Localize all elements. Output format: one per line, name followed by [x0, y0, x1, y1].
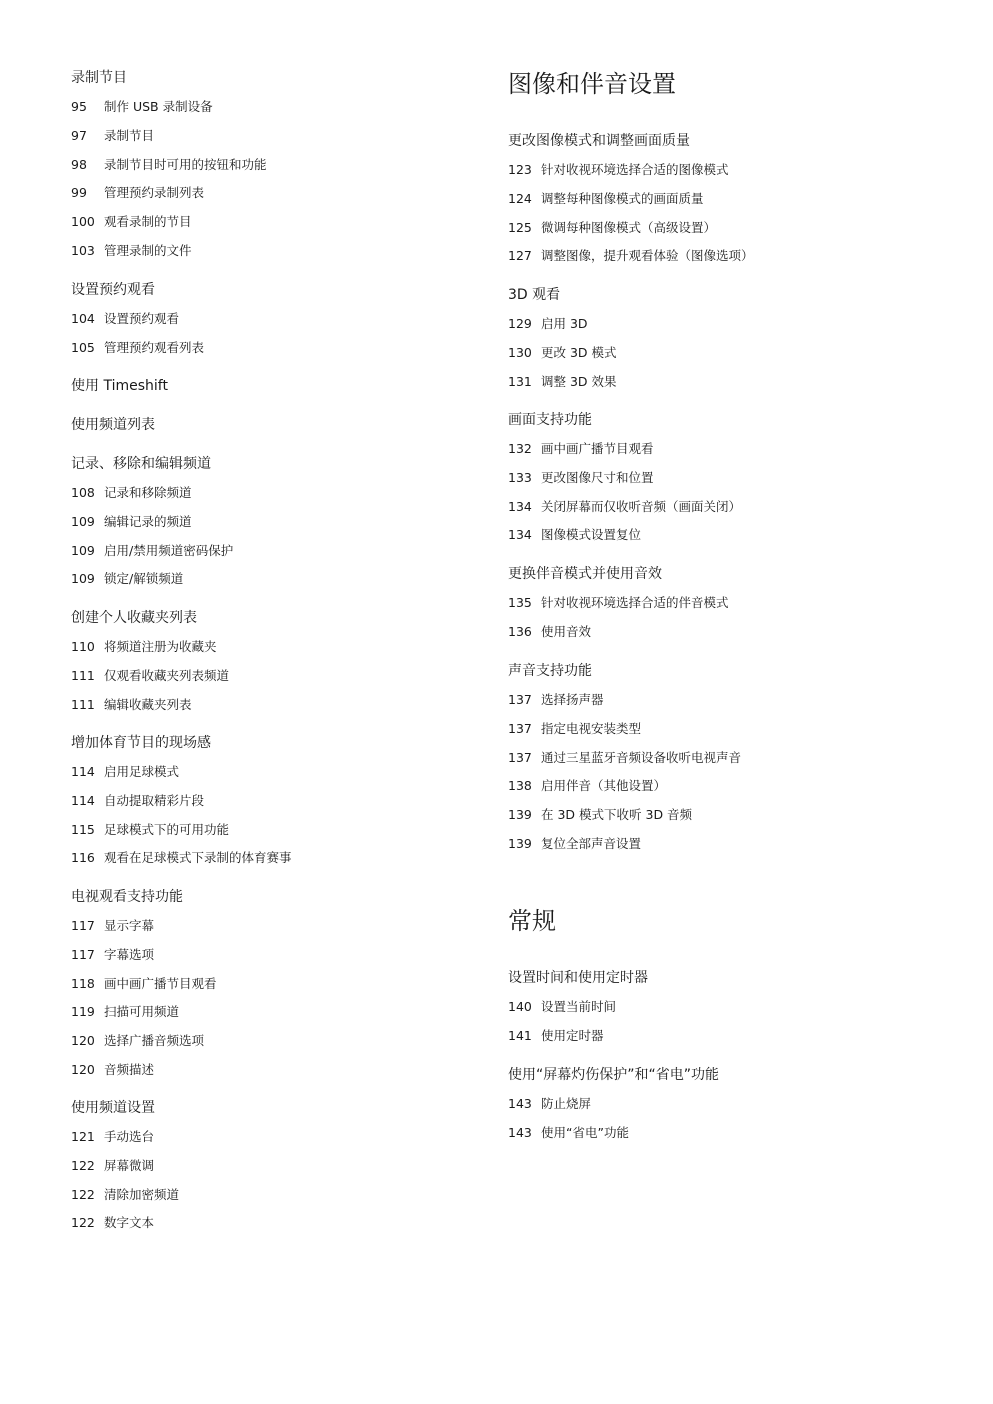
- entry-title: 微调每种图像模式（高级设置）: [541, 219, 717, 235]
- toc-entry[interactable]: [508, 499, 741, 515]
- toc-entry[interactable]: [71, 340, 204, 356]
- page-number: 97: [71, 127, 87, 143]
- entry-title: 启用 3D: [541, 316, 588, 331]
- toc-entry[interactable]: [508, 778, 666, 794]
- page-number: 134: [508, 498, 532, 514]
- entry-title: 制作 USB 录制设备: [104, 99, 213, 114]
- entry-title: 观看在足球模式下录制的体育赛事: [104, 850, 292, 866]
- page-number: 117: [71, 946, 95, 962]
- entry-title: 屏幕微调: [104, 1157, 155, 1173]
- section-title[interactable]: 设置预约观看: [71, 282, 155, 298]
- entry-title: 显示字幕: [104, 918, 155, 933]
- entry-title: 编辑记录的频道: [104, 513, 192, 529]
- toc-entry[interactable]: [71, 793, 204, 809]
- page-number: 108: [71, 485, 95, 500]
- toc-entry[interactable]: [508, 470, 654, 486]
- toc-entry[interactable]: [71, 243, 192, 259]
- page-number: 124: [508, 190, 532, 206]
- section-title[interactable]: 更换伴音模式并使用音效: [508, 566, 662, 582]
- toc-entry[interactable]: [71, 214, 192, 230]
- entry-title: 启用足球模式: [104, 764, 180, 779]
- toc-entry[interactable]: [71, 850, 292, 866]
- section-title[interactable]: 使用频道列表: [71, 417, 155, 433]
- toc-entry[interactable]: [71, 1033, 204, 1049]
- entry-title: 扫描可用频道: [104, 1004, 180, 1020]
- page-number: 123: [508, 162, 532, 177]
- entry-title: 启用伴音（其他设置）: [541, 778, 667, 794]
- page-number: 138: [508, 778, 532, 794]
- toc-entry[interactable]: [508, 191, 704, 207]
- page-number: 136: [508, 623, 532, 639]
- toc-entry[interactable]: [71, 185, 204, 201]
- entry-title: 清除加密频道: [104, 1186, 180, 1202]
- page-number: 104: [71, 311, 95, 326]
- page-number: 137: [508, 720, 532, 736]
- section-title[interactable]: 增加体育节目的现场感: [71, 735, 211, 751]
- entry-title: 关闭屏幕而仅收听音频（画面关闭）: [541, 498, 742, 514]
- toc-entry[interactable]: [71, 157, 267, 173]
- toc-entry[interactable]: [508, 836, 641, 852]
- section-title[interactable]: 使用频道设置: [71, 1100, 155, 1116]
- toc-entry[interactable]: [71, 514, 192, 530]
- entry-title: 启用/禁用频道密码保护: [104, 542, 234, 558]
- section-title[interactable]: 记录、移除和编辑频道: [71, 456, 211, 472]
- entry-title: 记录和移除频道: [104, 485, 192, 500]
- entry-title: 复位全部声音设置: [541, 836, 642, 851]
- toc-entry[interactable]: [508, 807, 692, 823]
- page-number: 127: [508, 248, 532, 264]
- page-number: 114: [71, 764, 95, 779]
- entry-title: 录制节目: [104, 127, 155, 143]
- toc-entry[interactable]: [71, 1215, 154, 1231]
- entry-title: 字幕选项: [104, 946, 155, 962]
- page-number: 132: [508, 441, 532, 456]
- page-number: 120: [71, 1033, 95, 1049]
- entry-title: 自动提取精彩片段: [104, 792, 205, 808]
- entry-title: 使用“省电”功能: [541, 1124, 629, 1140]
- section-title[interactable]: 3D 观看: [508, 287, 561, 303]
- entry-title: 调整 3D 效果: [541, 373, 617, 389]
- page-number: 141: [508, 1027, 532, 1043]
- entry-title: 锁定/解锁频道: [104, 571, 184, 587]
- page-number: 114: [71, 792, 95, 808]
- section-title[interactable]: 使用“屏幕灼伤保护”和“省电”功能: [508, 1067, 720, 1083]
- section-title[interactable]: 设置时间和使用定时器: [508, 970, 648, 986]
- section-title[interactable]: 录制节目: [71, 70, 127, 86]
- page-number: 103: [71, 243, 95, 258]
- page-number: 110: [71, 639, 95, 654]
- page-number: 143: [508, 1096, 532, 1111]
- toc-entry[interactable]: [508, 624, 591, 640]
- toc-entry[interactable]: [508, 750, 741, 766]
- toc-entry[interactable]: [71, 485, 192, 501]
- toc-entry[interactable]: [508, 595, 729, 611]
- toc-entry[interactable]: [71, 571, 183, 587]
- entry-title: 画中画广播节目观看: [104, 975, 217, 991]
- entry-title: 图像模式设置复位: [541, 527, 642, 543]
- toc-entry[interactable]: [508, 316, 588, 332]
- page-number: 117: [71, 918, 95, 933]
- toc-entry[interactable]: [71, 1129, 154, 1145]
- section-title[interactable]: 使用 Timeshift: [71, 378, 168, 394]
- entry-title: 画中画广播节目观看: [541, 441, 654, 456]
- toc-entry[interactable]: [71, 543, 233, 559]
- entry-title: 调整每种图像模式的画面质量: [541, 190, 704, 206]
- toc-entry[interactable]: [508, 162, 729, 178]
- page-number: 131: [508, 373, 532, 389]
- toc-entry[interactable]: [508, 220, 716, 236]
- entry-title: 设置预约观看: [104, 311, 180, 326]
- page-number: 111: [71, 667, 95, 683]
- page-number: 109: [71, 571, 95, 587]
- toc-entry[interactable]: [508, 527, 641, 543]
- page-number: 105: [71, 339, 95, 355]
- page-number: 133: [508, 469, 532, 485]
- toc-entry[interactable]: [71, 764, 179, 780]
- page-number: 125: [508, 219, 532, 235]
- toc-entry[interactable]: [508, 248, 754, 264]
- page-number: 119: [71, 1004, 95, 1020]
- toc-entry[interactable]: [508, 345, 617, 361]
- toc-entry[interactable]: [71, 1062, 154, 1078]
- page-number: 100: [71, 214, 95, 230]
- page-number: 140: [508, 999, 532, 1014]
- entry-title: 使用定时器: [541, 1027, 604, 1043]
- entry-title: 手动选台: [104, 1129, 155, 1144]
- entry-title: 管理录制的文件: [104, 243, 192, 258]
- page-number: 139: [508, 807, 532, 823]
- page-number: 116: [71, 850, 95, 866]
- entry-title: 使用音效: [541, 623, 592, 639]
- page-number: 143: [508, 1124, 532, 1140]
- toc-entry[interactable]: [71, 639, 217, 655]
- entry-title: 针对收视环境选择合适的伴音模式: [541, 595, 729, 610]
- entry-title: 录制节目时可用的按钮和功能: [104, 156, 267, 172]
- toc-entry[interactable]: [71, 128, 154, 144]
- toc-entry[interactable]: [71, 1187, 179, 1203]
- toc-entry[interactable]: [508, 721, 641, 737]
- toc-entry[interactable]: [71, 668, 229, 684]
- section-title[interactable]: 创建个人收藏夹列表: [71, 610, 197, 626]
- toc-entry[interactable]: [508, 1096, 591, 1112]
- page-number: 98: [71, 156, 87, 172]
- page-number: 118: [71, 975, 95, 991]
- entry-title: 观看录制的节目: [104, 214, 192, 230]
- entry-title: 在 3D 模式下收听 3D 音频: [541, 807, 693, 823]
- toc-entry[interactable]: [508, 999, 616, 1015]
- toc-entry[interactable]: [508, 441, 654, 457]
- section-title[interactable]: 声音支持功能: [508, 663, 592, 679]
- entry-title: 指定电视安装类型: [541, 720, 642, 736]
- toc-entry[interactable]: [71, 822, 229, 838]
- entry-title: 更改 3D 模式: [541, 344, 617, 360]
- entry-title: 选择广播音频选项: [104, 1033, 205, 1049]
- toc-entry[interactable]: [71, 918, 154, 934]
- page-number: 122: [71, 1186, 95, 1202]
- entry-title: 管理预约观看列表: [104, 339, 205, 355]
- toc-entry[interactable]: [71, 311, 179, 327]
- page-number: 95: [71, 99, 87, 114]
- entry-title: 将频道注册为收藏夹: [104, 639, 217, 654]
- section-title[interactable]: 画面支持功能: [508, 412, 592, 428]
- entry-title: 更改图像尺寸和位置: [541, 469, 654, 485]
- entry-title: 足球模式下的可用功能: [104, 821, 230, 837]
- page-number: 137: [508, 692, 532, 707]
- entry-title: 编辑收藏夹列表: [104, 696, 192, 712]
- section-title[interactable]: 电视观看支持功能: [71, 889, 183, 905]
- page-number: 122: [71, 1157, 95, 1173]
- page-number: 111: [71, 696, 95, 712]
- page-number: 122: [71, 1215, 95, 1231]
- entry-title: 数字文本: [104, 1215, 155, 1231]
- toc-entry[interactable]: [71, 697, 192, 713]
- page-number: 120: [71, 1062, 95, 1077]
- page-number: 137: [508, 749, 532, 765]
- entry-title: 音频描述: [104, 1062, 155, 1077]
- entry-title: 针对收视环境选择合适的图像模式: [541, 162, 729, 177]
- toc-entry[interactable]: [508, 1028, 604, 1044]
- page-number: 99: [71, 185, 87, 201]
- page-number: 139: [508, 836, 532, 851]
- entry-title: 仅观看收藏夹列表频道: [104, 667, 230, 683]
- entry-title: 通过三星蓝牙音频设备收听电视声音: [541, 749, 742, 765]
- page-number: 109: [71, 542, 95, 558]
- page-number: 115: [71, 821, 95, 837]
- entry-title: 管理预约录制列表: [104, 185, 205, 201]
- toc-entry[interactable]: [71, 1158, 154, 1174]
- chapter-title: 常规: [508, 907, 556, 935]
- page-number: 130: [508, 344, 532, 360]
- toc-entry[interactable]: [71, 976, 217, 992]
- entry-title: 设置当前时间: [541, 999, 617, 1014]
- entry-title: 选择扬声器: [541, 692, 604, 707]
- toc-entry[interactable]: [71, 99, 213, 115]
- chapter-title: 图像和伴音设置: [508, 70, 676, 98]
- page-number: 109: [71, 513, 95, 529]
- toc-entry[interactable]: [71, 947, 154, 963]
- page-number: 121: [71, 1129, 95, 1144]
- toc-entry[interactable]: [508, 1125, 629, 1141]
- section-title[interactable]: 更改图像模式和调整画面质量: [508, 133, 690, 149]
- page-number: 135: [508, 595, 532, 610]
- toc-entry[interactable]: [508, 374, 617, 390]
- page-number: 134: [508, 527, 532, 543]
- toc-entry[interactable]: [508, 692, 604, 708]
- toc-entry[interactable]: [71, 1004, 179, 1020]
- entry-title: 调整图像，提升观看体验（图像选项）: [541, 248, 754, 264]
- page-number: 129: [508, 316, 532, 331]
- entry-title: 防止烧屏: [541, 1096, 592, 1111]
